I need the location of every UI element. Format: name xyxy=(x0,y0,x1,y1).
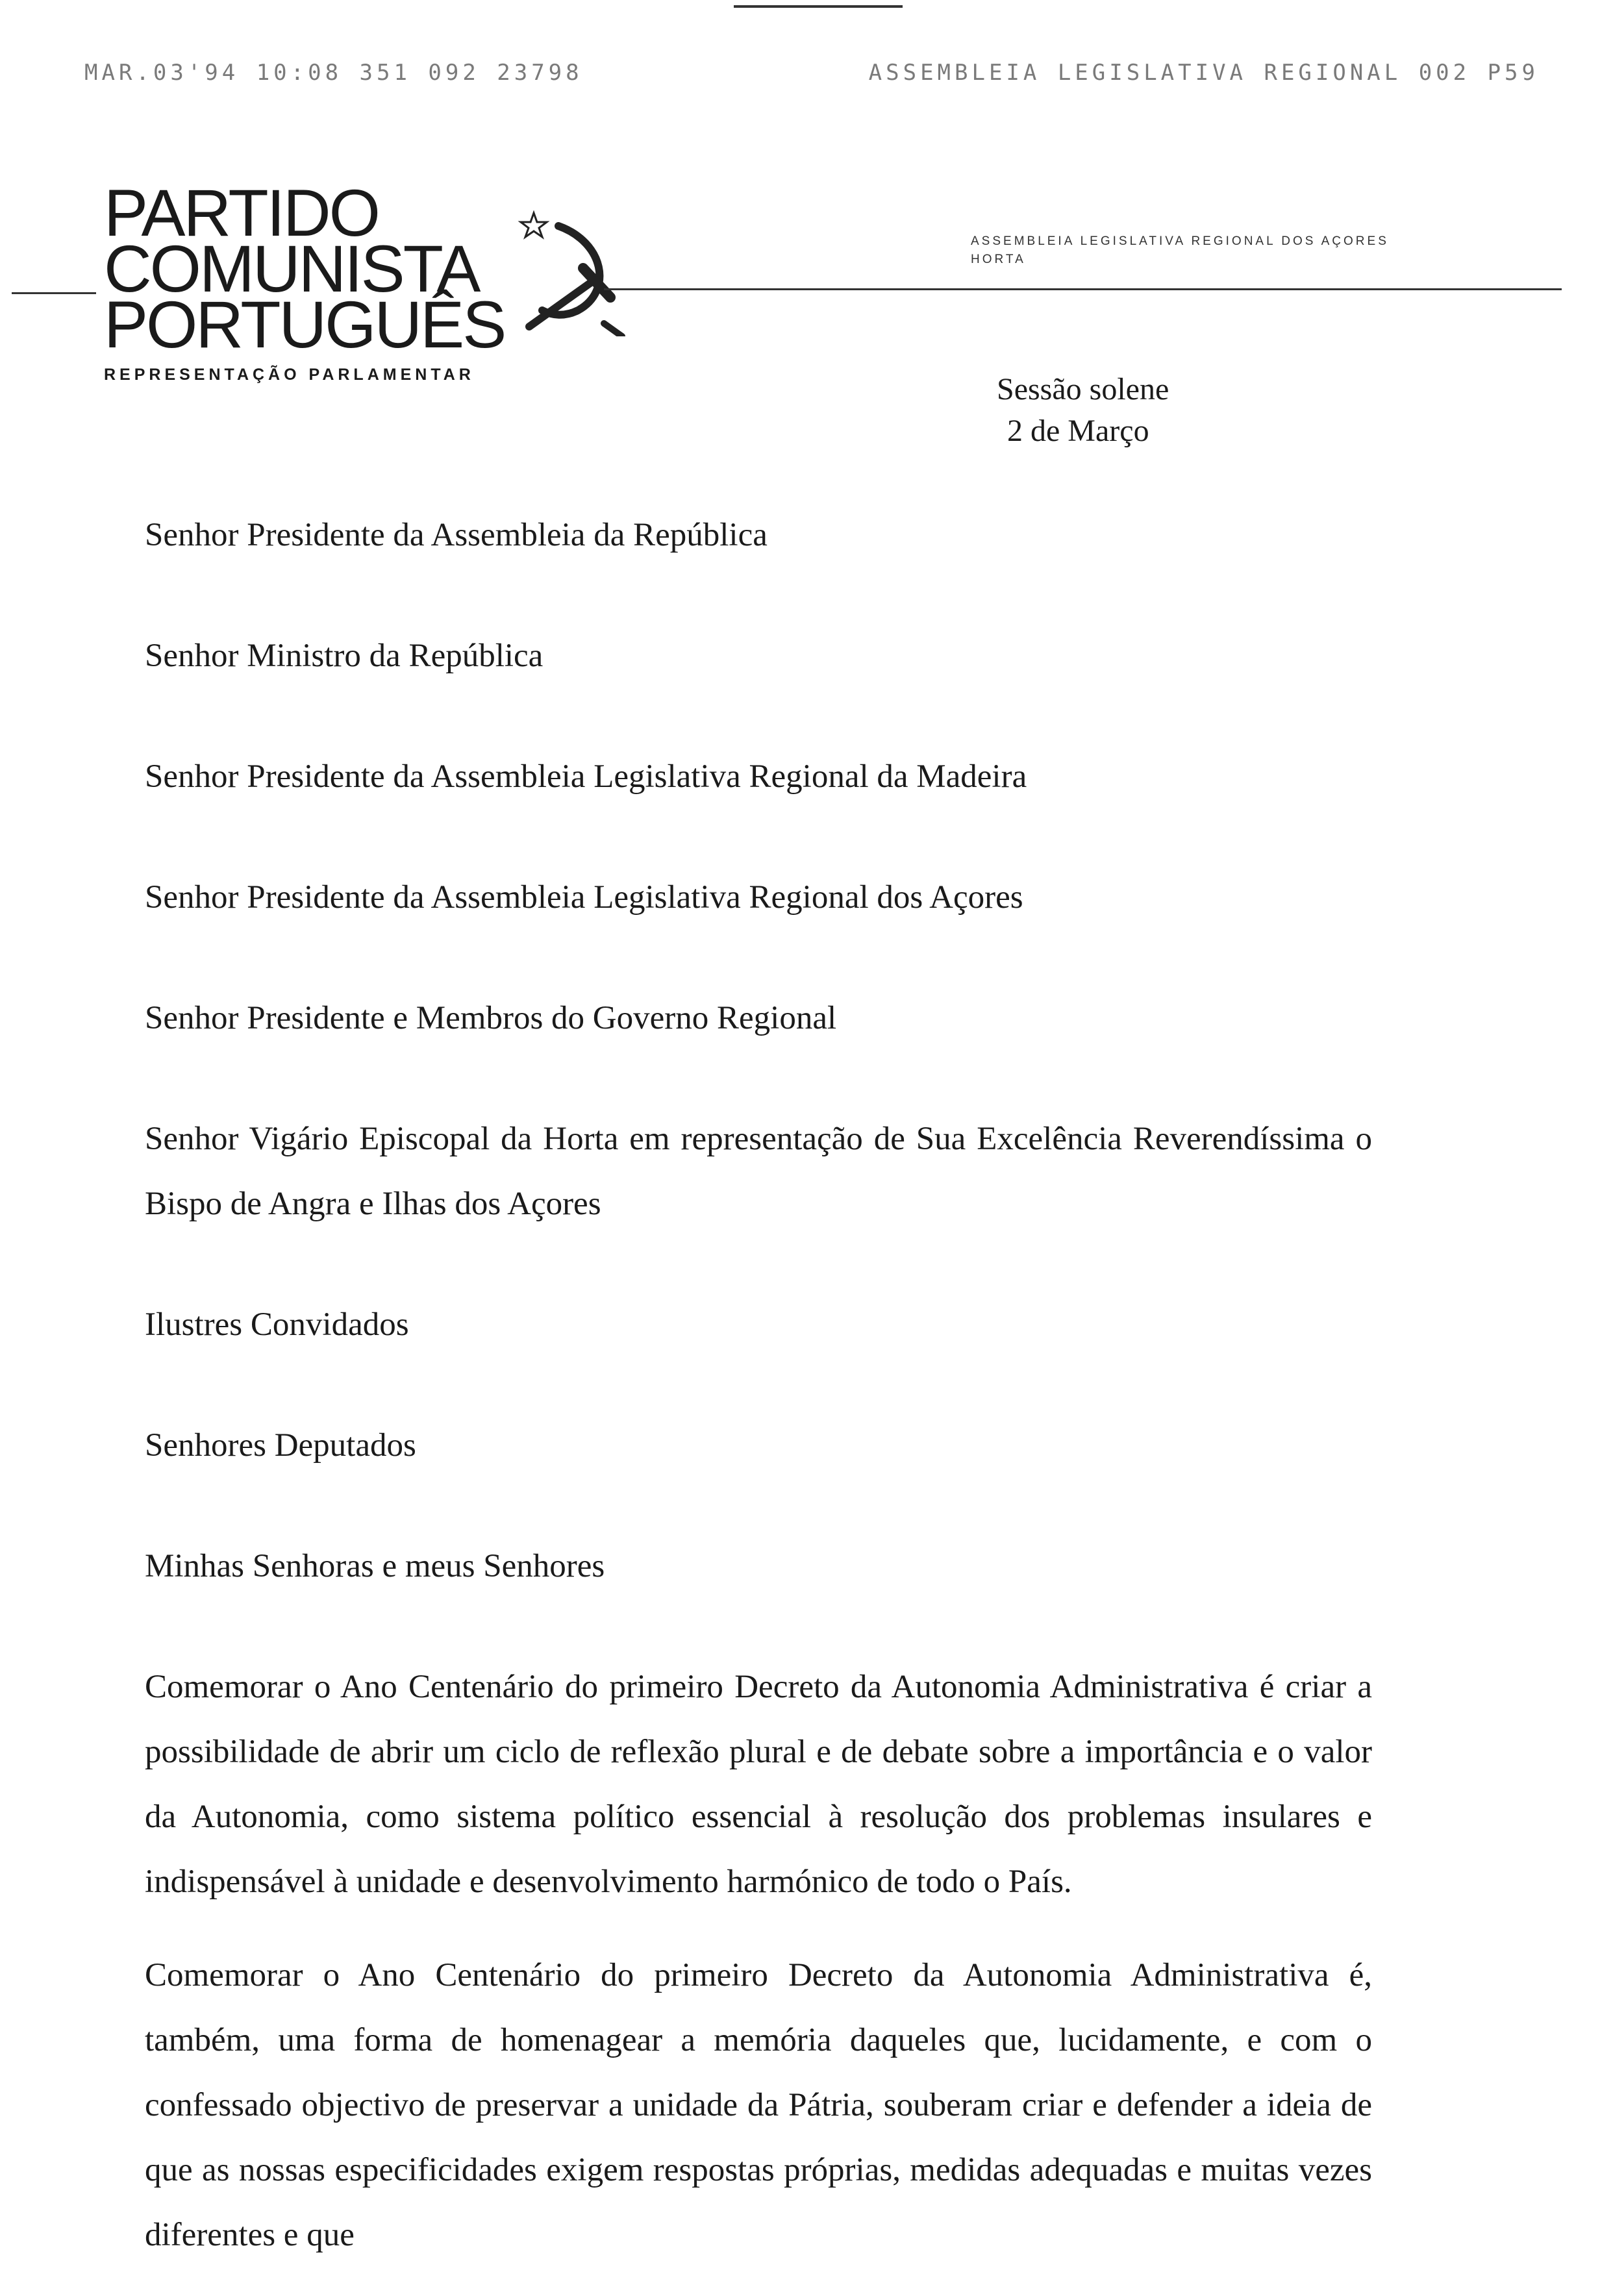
salutation-line: Senhor Presidente da Assembleia Legislativa Regional da Madeira xyxy=(145,758,1027,795)
session-heading xyxy=(997,369,1169,452)
salutation-line: Senhor Presidente da Assembleia da República xyxy=(145,517,768,553)
recipient-line-2: HORTA xyxy=(971,253,1026,266)
salutation-line: Minhas Senhoras e meus Senhores xyxy=(145,1548,605,1584)
salutation-line: Senhores Deputados xyxy=(145,1427,416,1464)
speech-body xyxy=(145,503,1372,2296)
scan-top-rule xyxy=(734,5,903,8)
party-name-line-1: PARTIDO xyxy=(104,176,379,250)
fax-transmission-header xyxy=(84,60,1539,86)
party-subtitle: REPRESENTAÇÃO PARLAMENTAR xyxy=(104,366,475,384)
party-name-line-3: PORTUGUÊS xyxy=(104,288,505,362)
salutation-line: Senhor Presidente e Membros do Governo Regional xyxy=(145,1000,837,1036)
fax-header-left: MAR.03'94 10:08 351 092 23798 xyxy=(84,60,583,86)
session-title: Sessão solene xyxy=(997,372,1169,406)
speech-paragraph: Comemorar o Ano Centenário do primeiro Decreto da Autonomia Administrativa é criar a possibilidade de abrir um ciclo de reflexão plural e de debate sobre a importância e o valor da Autonomia, como sistema político essencial à resolução dos problemas insulares e indispensável à unidade e desenvolvimento harmónico de todo o País. xyxy=(145,1669,1372,1900)
salutation-line: Ilustres Convidados xyxy=(145,1306,409,1343)
salutation-line: Senhor Ministro da República xyxy=(145,638,544,674)
hammer-sickle-star-icon xyxy=(506,206,636,336)
party-name-line-2: COMUNISTA xyxy=(104,232,479,306)
fax-header-right: ASSEMBLEIA LEGISLATIVA REGIONAL 002 P59 xyxy=(868,60,1539,86)
salutation-line: Senhor Vigário Episcopal da Horta em representação de Sua Excelência Reverendíssima o Bispo de Angra e Ilhas dos Açores xyxy=(145,1121,1372,1222)
party-logo-text xyxy=(104,176,505,384)
letterhead-left-rule xyxy=(12,292,96,294)
recipient-line-1: ASSEMBLEIA LEGISLATIVA REGIONAL DOS AÇORES xyxy=(971,234,1389,248)
letterhead-main-rule xyxy=(604,288,1562,290)
salutation-line: Senhor Presidente da Assembleia Legislativa Regional dos Açores xyxy=(145,879,1023,916)
recipient-block xyxy=(971,232,1389,269)
speech-paragraph: Comemorar o Ano Centenário do primeiro Decreto da Autonomia Administrativa é, também, uma forma de homenagear a memória daqueles que, lucidamente, e com o confessado objectivo de preservar a unidade da Pátria, souberam criar e defender a ideia de que as nossas especificidades exigem respostas próprias, medidas adequadas e muitas vezes diferentes e que xyxy=(145,1957,1372,2253)
session-date: 2 de Março xyxy=(1007,414,1149,448)
